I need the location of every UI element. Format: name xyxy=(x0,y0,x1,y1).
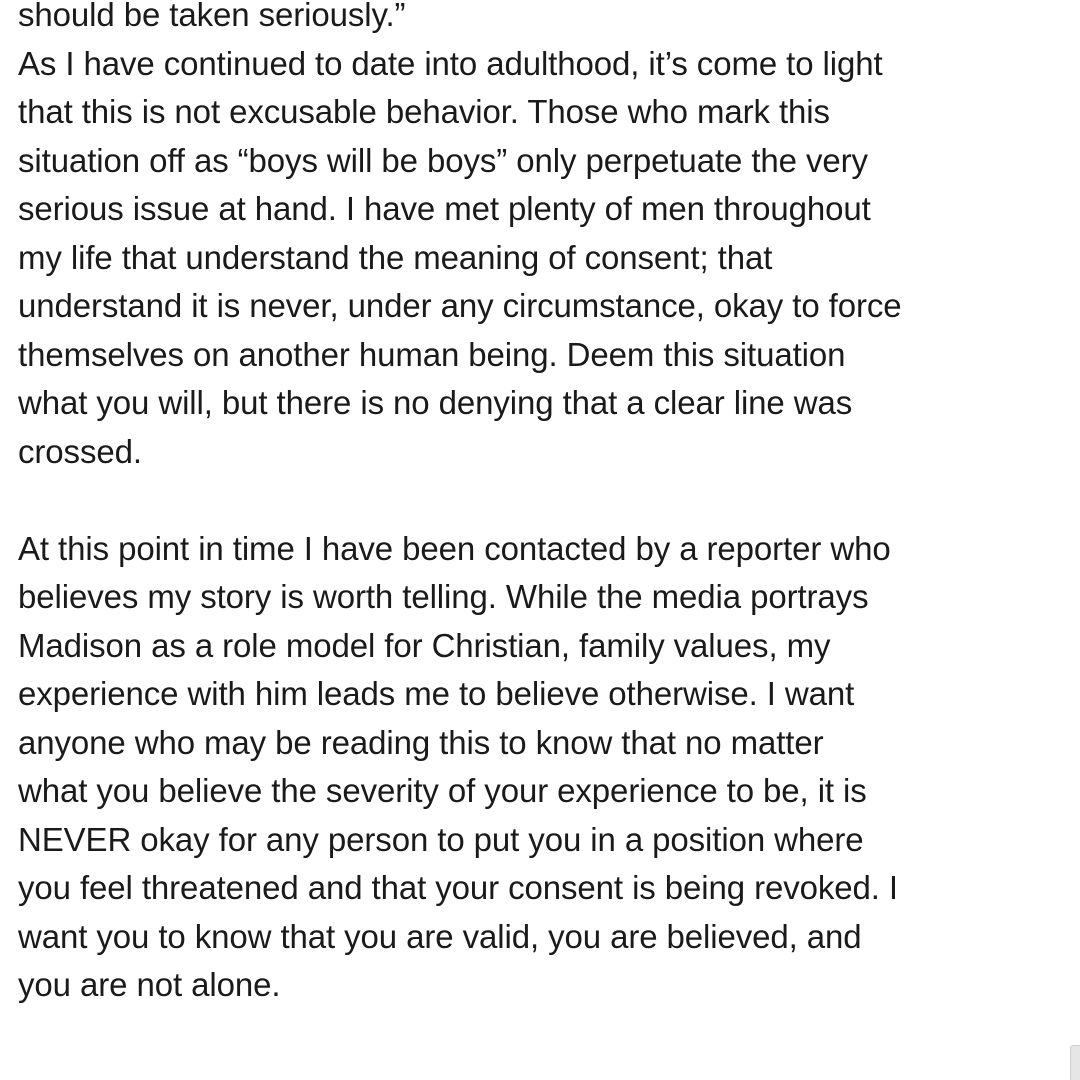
text-line: what you believe the severity of your experience to be, it is xyxy=(18,772,867,809)
text-line: experience with him leads me to believe otherwise. I want xyxy=(18,675,855,712)
text-line: crossed. xyxy=(18,432,142,470)
scroll-indicator[interactable] xyxy=(1070,1045,1080,1080)
text-line: you feel threatened and that your consent is being revoked. I xyxy=(18,869,898,906)
text-line: As I have continued to date into adulthood, it’s come to light xyxy=(18,44,883,82)
paragraph-1 xyxy=(18,0,1068,476)
text-line: situation off as “boys will be boys” only perpetuate the very xyxy=(18,141,868,179)
text-line: my life that understand the meaning of consent; that xyxy=(18,238,773,276)
text-line: believes my story is worth telling. While the media portrays xyxy=(18,578,869,615)
text-line: understand it is never, under any circumstance, okay to force xyxy=(18,287,902,324)
statement-text xyxy=(18,0,1068,1010)
text-line: NEVER okay for any person to put you in a position where xyxy=(18,820,864,858)
text-line: you are not alone. xyxy=(18,966,281,1003)
text-line: what you will, but there is no denying that a clear line was xyxy=(18,384,853,421)
text-line: Madison as a role model for Christian, family values, my xyxy=(18,626,831,664)
text-line: should be taken seriously.” xyxy=(18,0,406,33)
text-line: that this is not excusable behavior. Those who mark this xyxy=(18,93,830,130)
text-line: anyone who may be reading this to know that no matter xyxy=(18,723,824,761)
text-line: want you to know that you are valid, you are believed, and xyxy=(18,917,862,955)
text-line: serious issue at hand. I have met plenty of men throughout xyxy=(18,190,871,227)
paragraph-spacer xyxy=(18,476,1068,525)
text-line: At this point in time I have been contacted by a reporter who xyxy=(18,529,891,567)
paragraph-2 xyxy=(18,525,1068,1010)
text-line: themselves on another human being. Deem this situation xyxy=(18,335,846,373)
